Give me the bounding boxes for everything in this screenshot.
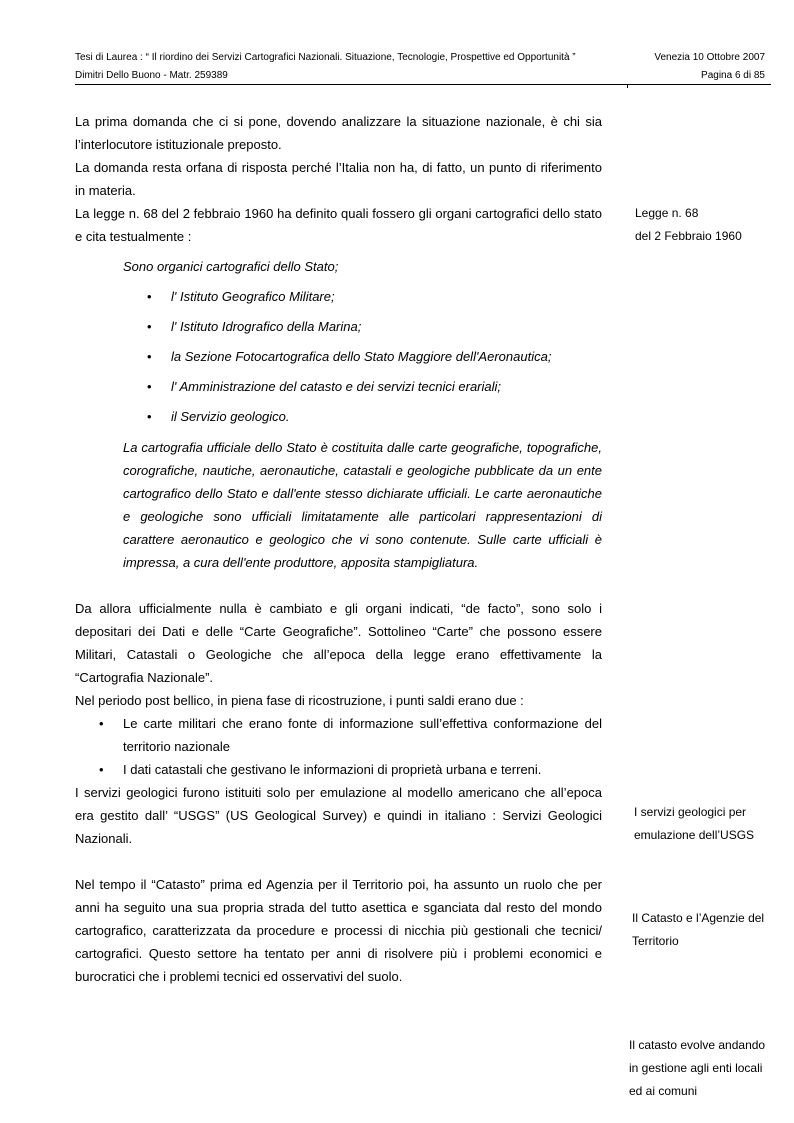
post-war-bullet-list [75,712,602,781]
paragraph-catasto: Nel tempo il “Catasto” prima ed Agenzia per il Territorio poi, ha assunto un ruolo che per anni ha seguito una sua propria strada del tutto asettica e sganciata dal resto del mondo cartografico, caratterizzata da procedure e processi di nicchia più gestionali che tecnici/ cartografici. Questo settore ha tentato per anni di risolvere più i problemi economici e burocratici che i problemi tecnici ed osservativi del suolo. [75,877,602,984]
margin-note-line: Il catasto evolve andando [629,1038,766,1052]
header-thesis-title: Tesi di Laurea : “ Il riordino dei Servizi Cartografici Nazionali. Situazione, Tecnologie, Prospettive ed Opportunità ” [75,52,576,63]
margin-note-line: ed ai comuni [629,1084,698,1098]
margin-note-line: in gestione agli enti locali [629,1061,763,1075]
margin-note-evolve [629,1034,765,1103]
quote-list-item: • l' Amministrazione del catasto e dei servizi tecnici erariali; [123,372,602,402]
paragraph-post-war: Nel periodo post bellico, in piena fase di ricostruzione, i punti saldi erano due : [75,693,524,708]
header-place-date: Venezia 10 Ottobre 2007 [654,52,765,63]
quote-organ-list [123,282,602,432]
paragraph-law-68: La legge n. 68 del 2 febbraio 1960 ha definito quali fossero gli organi cartografici dello stato e cita testualmente : [75,206,602,244]
paragraph-de-facto: Da allora ufficialmente nulla è cambiato e gli organi indicati, “de facto”, sono solo i depositari dei Dati e delle “Carte Geografiche”. Sottolineo “Carte” che possono essere Militari, Catastali o Geologiche che all’epoca della legge erano effettivamente la “Cartografia Nazionale”. [75,601,602,685]
margin-note-legge [635,202,742,248]
margin-note-line: Territorio [632,934,679,948]
quote-body: La cartografia ufficiale dello Stato è costituita dalle carte geografiche, topografiche, corografiche, nautiche, aeronautiche, catastali e geologiche pubblicate da un ente cartografico dello Stato e dall'ente stesso dichiarate ufficiali. Le carte aeronautiche e geologiche sono ufficiali limitatamente alle particolari rappresentazioni di carattere aeronautico e geologico che vi sono contenute. Sulle carte ufficiali è impressa, a cura dell'ente produttore, apposita stampigliatura. [123,440,602,570]
margin-note-catasto [632,907,764,953]
quote-intro: Sono organici cartografici dello Stato; [123,259,339,274]
header-page-number: Pagina 6 di 85 [701,70,765,81]
paragraph-intro: La prima domanda che ci si pone, dovendo analizzare la situazione nazionale, è chi sia l’interlocutore istituzionale preposto. [75,114,602,152]
header-rule [75,84,771,85]
margin-note-usgs [634,801,754,847]
header-author: Dimitri Dello Buono - Matr. 259389 [75,70,228,81]
main-text-column [75,110,602,988]
margin-note-line: I servizi geologici per [634,805,747,819]
quote-list-item: • l' Istituto Idrografico della Marina; [123,312,602,342]
quote-list-item: • l' Istituto Geografico Militare; [123,282,602,312]
bullet-item: • I dati catastali che gestivano le informazioni di proprietà urbana e terreni. [75,758,602,781]
margin-note-line: del 2 Febbraio 1960 [635,229,742,243]
quote-list-item: • la Sezione Fotocartografica dello Stato Maggiore dell'Aeronautica; [123,342,602,372]
bullet-item: • Le carte militari che erano fonte di informazione sull’effettiva conformazione del territorio nazionale [75,712,602,758]
paragraph-geological-services: I servizi geologici furono istituiti solo per emulazione al modello americano che all’epoca era gestito dall’ “USGS” (US Geological Survey) e quindi in italiano : Servizi Geologici Nazionali. [75,785,602,846]
margin-note-line: emulazione dell’USGS [634,828,755,842]
margin-note-line: Il Catasto e l’Agenzie del [632,911,765,925]
header-rule-tick [627,84,628,88]
law-quote [123,252,602,574]
margin-note-line: Legge n. 68 [635,206,699,220]
paragraph-no-reference: La domanda resta orfana di risposta perché l’Italia non ha, di fatto, un punto di riferimento in materia. [75,160,602,198]
quote-list-item: • il Servizio geologico. [123,402,602,432]
